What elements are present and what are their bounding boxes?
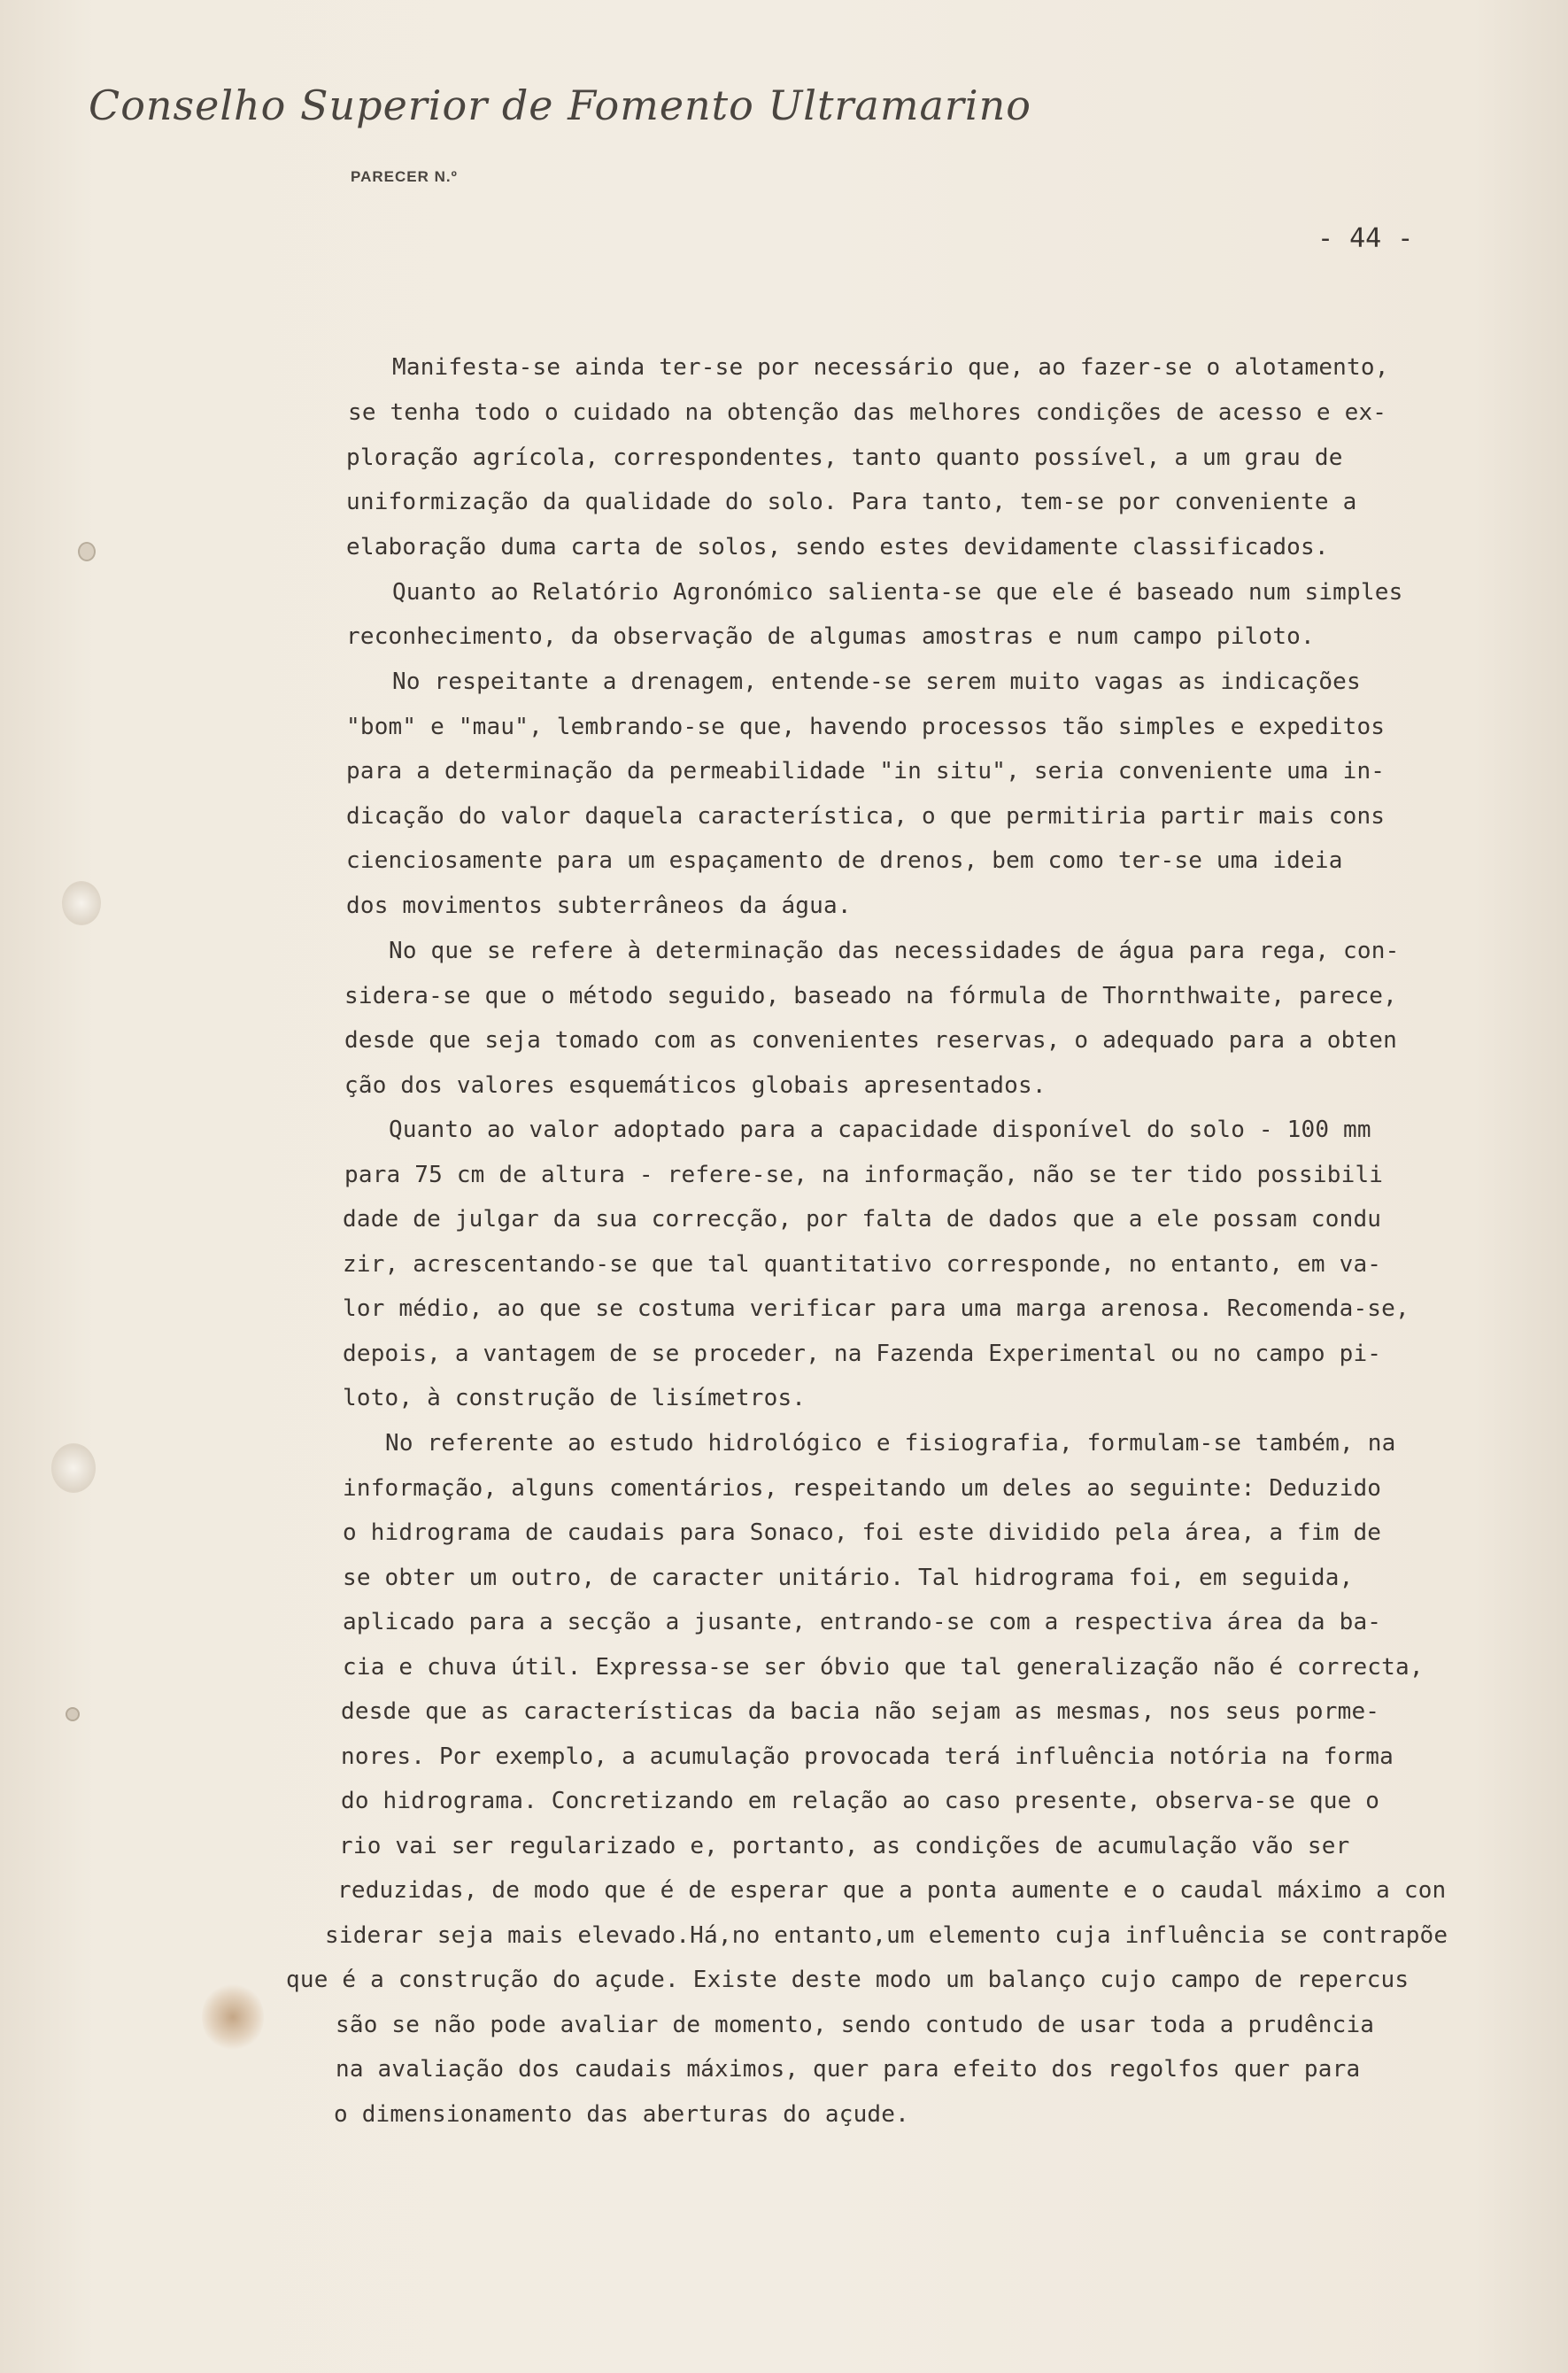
text-line: desde que seja tomado com as convenientes reservas, o adequado para a obten [344, 1027, 1397, 1054]
text-line: rio vai ser regularizado e, portanto, as condições de acumulação vão ser [339, 1833, 1350, 1859]
text-line: o dimensionamento das aberturas do açude. [334, 2101, 909, 2128]
binding-hole-mark [51, 1443, 96, 1493]
page-number: - 44 - [1317, 223, 1414, 254]
text-line: dade de julgar da sua correcção, por falta de dados que a ele possam condu [343, 1206, 1382, 1233]
text-line: Quanto ao valor adoptado para a capacidade disponível do solo - 100 mm [389, 1117, 1371, 1143]
text-line: reduzidas, de modo que é de esperar que a ponta aumente e o caudal máximo a con [337, 1877, 1447, 1904]
text-line: do hidrograma. Concretizando em relação ao caso presente, observa-se que o [341, 1788, 1380, 1814]
text-line: Manifesta-se ainda ter-se por necessário que, ao fazer-se o alotamento, [392, 354, 1389, 381]
text-line: para 75 cm de altura - refere-se, na informação, não se ter tido possibili [344, 1162, 1384, 1188]
text-line: são se não pode avaliar de momento, sendo contudo de usar toda a prudência [336, 2012, 1375, 2038]
text-line: elaboração duma carta de solos, sendo estes devidamente classificados. [346, 534, 1329, 560]
stain-mark [202, 1982, 264, 2052]
binding-hole-mark [62, 881, 101, 925]
text-line: No referente ao estudo hidrológico e fisiografia, formulam-se também, na [385, 1430, 1396, 1457]
text-line: se obter um outro, de caracter unitário. Tal hidrograma foi, em seguida, [343, 1565, 1354, 1591]
text-line: cienciosamente para um espaçamento de drenos, bem como ter-se uma ideia [346, 847, 1343, 874]
text-line: ção dos valores esquemáticos globais apresentados. [344, 1072, 1047, 1099]
text-line: se tenha todo o cuidado na obtenção das melhores condições de acesso e ex- [348, 399, 1387, 426]
text-line: nores. Por exemplo, a acumulação provocada terá influência notória na forma [341, 1743, 1394, 1770]
text-line: uniformização da qualidade do solo. Para tanto, tem-se por conveniente a [346, 489, 1357, 515]
text-line: sidera-se que o método seguido, baseado na fórmula de Thornthwaite, parece, [344, 983, 1397, 1009]
text-line: para a determinação da permeabilidade "in situ", seria conveniente uma in- [346, 758, 1386, 785]
text-line: depois, a vantagem de se proceder, na Fazenda Experimental ou no campo pi- [343, 1341, 1382, 1367]
text-line: No respeitante a drenagem, entende-se serem muito vagas as indicações [392, 669, 1361, 695]
text-line: ploração agrícola, correspondentes, tanto quanto possível, a um grau de [346, 444, 1343, 471]
parecer-label: PARECER N.º [351, 168, 458, 185]
binding-hole-mark [66, 1707, 80, 1721]
text-line: informação, alguns comentários, respeitando um deles ao seguinte: Deduzido [343, 1475, 1382, 1502]
text-line: Quanto ao Relatório Agronómico salienta-se que ele é baseado num simples [392, 579, 1403, 606]
text-line: aplicado para a secção a jusante, entrando-se com a respectiva área da ba- [343, 1609, 1382, 1635]
text-line: lor médio, ao que se costuma verificar para uma marga arenosa. Recomenda-se, [343, 1295, 1410, 1322]
text-line: "bom" e "mau", lembrando-se que, havendo processos tão simples e expeditos [346, 714, 1386, 740]
text-line: dicação do valor daquela característica, o que permitiria partir mais cons [346, 803, 1386, 830]
text-line: na avaliação dos caudais máximos, quer para efeito dos regolfos quer para [336, 2056, 1361, 2083]
letterhead-title: Conselho Superior de Fomento Ultramarino [89, 81, 1031, 129]
text-line: reconhecimento, da observação de algumas amostras e num campo piloto. [346, 623, 1315, 650]
text-line: siderar seja mais elevado.Há,no entanto,um elemento cuja influência se contrapõe [325, 1922, 1448, 1949]
text-line: zir, acrescentando-se que tal quantitativo corresponde, no entanto, em va- [343, 1251, 1382, 1278]
text-line: o hidrograma de caudais para Sonaco, foi este dividido pela área, a fim de [343, 1519, 1382, 1546]
text-line: loto, à construção de lisímetros. [343, 1385, 807, 1411]
text-line: desde que as características da bacia não sejam as mesmas, nos seus porme- [341, 1698, 1380, 1725]
binding-hole-mark [78, 542, 96, 561]
text-line: No que se refere à determinação das necessidades de água para rega, con- [389, 938, 1400, 964]
text-line: que é a construção do açude. Existe deste modo um balanço cujo campo de repercus [286, 1967, 1410, 1993]
text-line: cia e chuva útil. Expressa-se ser óbvio que tal generalização não é correcta, [343, 1654, 1424, 1681]
text-line: dos movimentos subterrâneos da água. [346, 893, 852, 919]
